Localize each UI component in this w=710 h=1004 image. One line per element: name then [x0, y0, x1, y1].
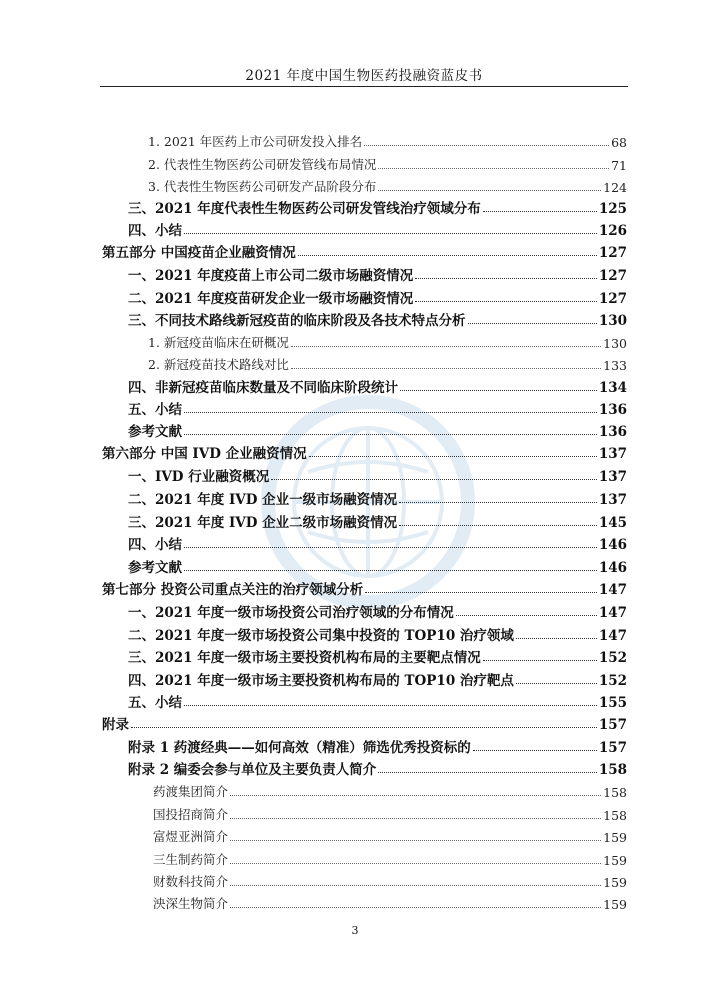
- toc-entry-page: 159: [603, 897, 627, 912]
- toc-leader-dots: [378, 190, 601, 191]
- toc-entry[interactable]: [128, 509, 627, 531]
- toc-leader-dots: [184, 547, 597, 548]
- toc-entry-label: 2. 代表性生物医药公司研发管线布局情况: [148, 157, 377, 172]
- toc-entry-page: 137: [598, 492, 627, 508]
- toc-entry-page: 130: [603, 336, 627, 351]
- toc-entry-page: 158: [603, 785, 627, 800]
- toc-entry[interactable]: [128, 644, 627, 666]
- toc-entry-label: 附录 1 药渡经典——如何高效（精准）筛选优秀投资标的: [128, 740, 471, 756]
- toc-leader-dots: [415, 278, 597, 279]
- toc-entry[interactable]: [128, 396, 627, 418]
- toc-entry-page: 71: [611, 158, 627, 173]
- toc-entry-page: 137: [598, 446, 627, 462]
- toc-entry-page: 126: [598, 223, 627, 239]
- toc-leader-dots: [309, 456, 597, 457]
- toc-entry-page: 137: [598, 469, 627, 485]
- toc-leader-dots: [456, 615, 597, 616]
- toc-entry-page: 157: [598, 717, 627, 733]
- toc-part-entry[interactable]: [102, 711, 627, 733]
- toc-leader-dots: [291, 368, 601, 369]
- page-number: 3: [351, 924, 359, 937]
- toc-entry[interactable]: [153, 778, 627, 800]
- toc-entry-label: 第七部分 投资公司重点关注的治疗领域分析: [102, 582, 364, 598]
- toc-entry-page: 130: [598, 313, 627, 329]
- toc-leader-dots: [473, 750, 597, 751]
- toc-entry-label: 二、2021 年度一级市场投资公司集中投资的 TOP10 治疗领域: [128, 628, 514, 644]
- toc-entry-page: 134: [598, 380, 627, 396]
- toc-entry-page: 127: [598, 268, 627, 284]
- toc-leader-dots: [483, 211, 597, 212]
- toc-leader-dots: [230, 907, 601, 908]
- toc-entry[interactable]: [128, 734, 627, 756]
- toc-entry-label: 四、2021 年度一级市场主要投资机构布局的 TOP10 治疗靶点: [128, 673, 514, 689]
- toc-entry-page: 136: [598, 424, 627, 440]
- toc-entry-label: 三、不同技术路线新冠疫苗的临床阶段及各技术特点分析: [128, 313, 466, 329]
- toc-entry-label: 国投招商简介: [153, 807, 229, 822]
- toc-leader-dots: [468, 323, 597, 324]
- toc-leader-dots: [230, 885, 601, 886]
- toc-leader-dots: [271, 479, 597, 480]
- toc-entry[interactable]: [153, 890, 627, 912]
- toc-leader-dots: [400, 390, 597, 391]
- toc-leader-dots: [399, 502, 597, 503]
- toc-leader-dots: [230, 863, 601, 864]
- toc-entry-label: 二、2021 年度疫苗研发企业一级市场融资情况: [128, 291, 414, 307]
- toc-entry-page: 155: [598, 695, 627, 711]
- toc-entry[interactable]: [128, 463, 627, 485]
- toc-entry[interactable]: [128, 262, 627, 284]
- toc-entry[interactable]: [128, 307, 627, 329]
- toc-entry-page: 125: [598, 201, 627, 217]
- toc-entry-page: 158: [598, 762, 627, 778]
- toc-entry[interactable]: [153, 801, 627, 823]
- toc-leader-dots: [291, 346, 601, 347]
- toc-entry-page: 159: [603, 830, 627, 845]
- toc-entry-page: 68: [611, 135, 627, 150]
- toc-entry-page: 146: [598, 537, 627, 553]
- toc-entry-page: 127: [598, 291, 627, 307]
- toc-entry-label: 四、小结: [128, 537, 182, 553]
- toc-leader-dots: [415, 301, 597, 302]
- toc-leader-dots: [230, 818, 601, 819]
- toc-entry-label: 富煜亚洲简介: [153, 829, 229, 844]
- toc-entry-page: 136: [598, 402, 627, 418]
- toc-entry[interactable]: [153, 868, 627, 890]
- toc-entry-page: 152: [598, 650, 627, 666]
- toc-leader-dots: [516, 638, 597, 639]
- toc-entry-label: 2. 新冠疫苗技术路线对比: [148, 357, 289, 372]
- toc-entry-label: 三生制药简介: [153, 852, 229, 867]
- toc-leader-dots: [230, 840, 601, 841]
- toc-entry-page: 159: [603, 875, 627, 890]
- toc-entry-label: 五、小结: [128, 695, 182, 711]
- toc-entry[interactable]: [128, 689, 627, 711]
- toc-leader-dots: [378, 168, 609, 169]
- toc-entry[interactable]: [148, 173, 627, 195]
- toc-entry-label: 第六部分 中国 IVD 企业融资情况: [102, 446, 307, 462]
- toc-entry-label: 五、小结: [128, 402, 182, 418]
- toc-entry-page: 133: [603, 358, 627, 373]
- toc-entry[interactable]: [153, 823, 627, 845]
- toc-entry[interactable]: [128, 756, 627, 778]
- toc-entry[interactable]: [128, 486, 627, 508]
- toc-entry-label: 财数科技简介: [153, 874, 229, 889]
- toc-entry[interactable]: [128, 217, 627, 239]
- toc-entry-label: 附录 2 编委会参与单位及主要负责人简介: [128, 762, 377, 778]
- toc-leader-dots: [516, 683, 597, 684]
- toc-part-entry[interactable]: [102, 239, 627, 261]
- toc-part-entry[interactable]: [102, 576, 627, 598]
- toc-entry-page: 159: [603, 853, 627, 868]
- toc-entry[interactable]: [128, 418, 627, 440]
- toc-entry[interactable]: [148, 329, 627, 351]
- toc-leader-dots: [131, 727, 597, 728]
- toc-entry-label: 一、2021 年度疫苗上市公司二级市场融资情况: [128, 268, 414, 284]
- toc-entry[interactable]: [128, 285, 627, 307]
- page-header-title: 2021 年度中国生物医药投融资蓝皮书: [245, 68, 483, 84]
- toc-leader-dots: [365, 592, 597, 593]
- toc-entry[interactable]: [148, 351, 627, 373]
- toc-entry-label: 1. 2021 年医药上市公司研发投入排名: [148, 134, 363, 149]
- toc-entry-page: 124: [603, 180, 627, 195]
- toc-entry[interactable]: [148, 151, 627, 173]
- toc-entry[interactable]: [128, 554, 627, 576]
- toc-entry-label: 药渡集团简介: [153, 784, 229, 799]
- toc-entry-page: 146: [598, 560, 627, 576]
- toc-leader-dots: [230, 795, 601, 796]
- toc-entry-label: 第五部分 中国疫苗企业融资情况: [102, 245, 296, 261]
- toc-entry-page: 152: [598, 673, 627, 689]
- toc-entry-label: 参考文献: [128, 560, 182, 576]
- toc-entry-label: 二、2021 年度 IVD 企业一级市场融资情况: [128, 492, 398, 508]
- toc-entry[interactable]: [128, 667, 627, 689]
- toc-entry-label: 泱深生物简介: [153, 896, 229, 911]
- toc-entry-label: 四、小结: [128, 223, 182, 239]
- toc-leader-dots: [298, 255, 597, 256]
- toc-entry-page: 157: [598, 740, 627, 756]
- toc-entry[interactable]: [128, 195, 627, 217]
- toc-leader-dots: [184, 233, 597, 234]
- toc-leader-dots: [399, 525, 597, 526]
- toc-entry-label: 三、2021 年度代表性生物医药公司研发管线治疗领域分布: [128, 201, 481, 217]
- toc-entry-label: 一、2021 年度一级市场投资公司治疗领域的分布情况: [128, 605, 454, 621]
- toc-leader-dots: [184, 570, 597, 571]
- toc-entry-page: 145: [598, 515, 627, 531]
- toc-entry-label: 三、2021 年度一级市场主要投资机构布局的主要靶点情况: [128, 650, 481, 666]
- toc-entry-label: 1. 新冠疫苗临床在研概况: [148, 335, 289, 350]
- toc-leader-dots: [378, 772, 597, 773]
- toc-leader-dots: [184, 705, 597, 706]
- toc-leader-dots: [483, 660, 597, 661]
- toc-entry[interactable]: [128, 531, 627, 553]
- toc-part-entry[interactable]: [102, 440, 627, 462]
- toc-entry-page: 158: [603, 808, 627, 823]
- toc-entry[interactable]: [128, 374, 627, 396]
- toc-entry-page: 147: [598, 582, 627, 598]
- toc-entry[interactable]: [128, 622, 627, 644]
- toc-entry-label: 参考文献: [128, 424, 182, 440]
- toc-entry[interactable]: [148, 128, 627, 150]
- toc-entry-label: 一、IVD 行业融资概况: [128, 469, 270, 485]
- toc-leader-dots: [184, 434, 597, 435]
- toc-leader-dots: [184, 412, 597, 413]
- toc-entry-label: 附录: [102, 717, 129, 733]
- toc-entry[interactable]: [153, 846, 627, 868]
- toc-entry-page: 127: [598, 245, 627, 261]
- toc-leader-dots: [364, 145, 609, 146]
- toc-entry-label: 四、非新冠疫苗临床数量及不同临床阶段统计: [128, 380, 398, 396]
- toc-entry[interactable]: [128, 599, 627, 621]
- toc-entry-page: 147: [598, 628, 627, 644]
- toc-entry-label: 3. 代表性生物医药公司研发产品阶段分布: [148, 179, 377, 194]
- toc-entry-label: 三、2021 年度 IVD 企业二级市场融资情况: [128, 515, 398, 531]
- toc-entry-page: 147: [598, 605, 627, 621]
